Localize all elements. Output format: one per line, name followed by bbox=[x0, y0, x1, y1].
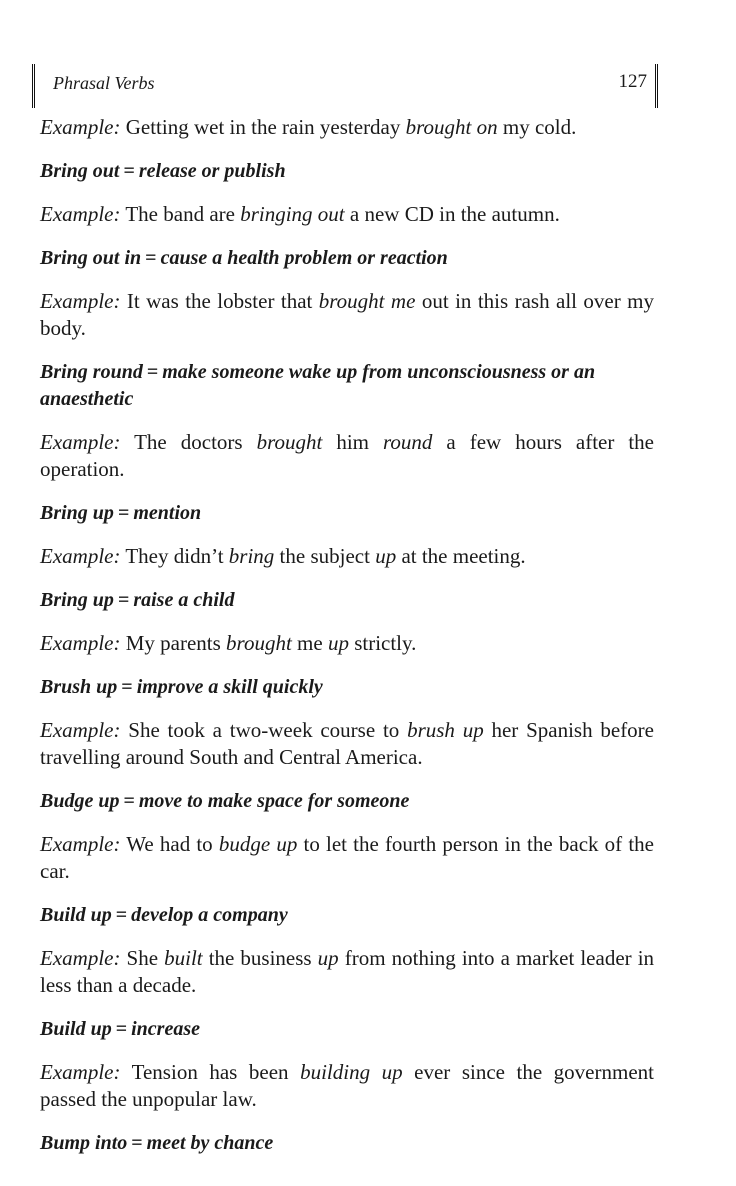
example-phrasal-verb: bringing out bbox=[240, 202, 345, 226]
example-text: the subject bbox=[274, 544, 376, 568]
example-phrasal-verb: brought bbox=[256, 430, 323, 454]
dictionary-content bbox=[40, 114, 654, 1157]
example-label: Example: bbox=[40, 1060, 121, 1084]
phrasal-verb-term: Bring out bbox=[40, 160, 120, 182]
phrasal-verb-definition: improve a skill quickly bbox=[136, 676, 323, 698]
entry-heading bbox=[40, 1016, 654, 1043]
example-phrasal-verb: up bbox=[375, 544, 397, 568]
phrasal-verb-definition: make someone wake up from unconsciousness or an anaesthetic bbox=[40, 361, 596, 410]
equals-sign: = bbox=[117, 502, 130, 524]
example-label: Example: bbox=[40, 115, 121, 139]
example-sentence bbox=[40, 717, 654, 771]
running-title: Phrasal Verbs bbox=[53, 73, 155, 93]
example-phrasal-verb: brought me bbox=[318, 289, 416, 313]
example-phrasal-verb: brought bbox=[226, 631, 292, 655]
example-label: Example: bbox=[40, 718, 121, 742]
running-header bbox=[32, 64, 658, 108]
example-sentence bbox=[40, 114, 654, 141]
phrasal-verb-term: Build up bbox=[40, 1018, 112, 1040]
example-text: out in this rash all over my body. bbox=[40, 289, 654, 340]
example-text: to let the fourth person in the back of the car. bbox=[40, 832, 654, 883]
entry-heading bbox=[40, 788, 654, 815]
phrasal-verb-definition: meet by chance bbox=[146, 1132, 274, 1154]
equals-sign: = bbox=[115, 1018, 128, 1040]
example-sentence bbox=[40, 945, 654, 999]
example-phrasal-verb: building up bbox=[300, 1060, 403, 1084]
entry-heading bbox=[40, 587, 654, 614]
entry-heading bbox=[40, 359, 654, 413]
phrasal-verb-definition: cause a health problem or reaction bbox=[160, 247, 448, 269]
example-text: the business bbox=[202, 946, 318, 970]
example-text: The doctors bbox=[134, 430, 257, 454]
example-label: Example: bbox=[40, 631, 121, 655]
entry-heading bbox=[40, 158, 654, 185]
example-text: me bbox=[291, 631, 328, 655]
equals-sign: = bbox=[115, 904, 128, 926]
example-text: her Spanish before travelling around South and Central America. bbox=[40, 718, 654, 769]
example-label: Example: bbox=[40, 202, 121, 226]
phrasal-verb-definition: move to make space for someone bbox=[138, 790, 410, 812]
example-text: Getting wet in the rain yesterday bbox=[125, 115, 406, 139]
phrasal-verb-term: Bump into bbox=[40, 1132, 128, 1154]
equals-sign: = bbox=[146, 361, 159, 383]
phrasal-verb-term: Budge up bbox=[40, 790, 120, 812]
phrasal-verb-term: Bring up bbox=[40, 589, 114, 611]
example-text: strictly. bbox=[348, 631, 417, 655]
example-label: Example: bbox=[40, 946, 121, 970]
example-phrasal-verb: bring bbox=[228, 544, 275, 568]
example-text: my cold. bbox=[497, 115, 577, 139]
entry-heading bbox=[40, 245, 654, 272]
phrasal-verb-definition: release or publish bbox=[138, 160, 286, 182]
example-text: him bbox=[322, 430, 383, 454]
phrasal-verb-term: Build up bbox=[40, 904, 112, 926]
example-phrasal-verb: up bbox=[327, 631, 349, 655]
example-text: ever since the government passed the unpopular law. bbox=[40, 1060, 654, 1111]
entry-heading bbox=[40, 1130, 654, 1157]
equals-sign: = bbox=[123, 160, 135, 182]
phrasal-verb-term: Bring up bbox=[40, 502, 114, 524]
example-phrasal-verb: brush up bbox=[407, 718, 484, 742]
example-text: Tension has been bbox=[131, 1060, 301, 1084]
phrasal-verb-term: Bring round bbox=[40, 361, 143, 383]
entry-heading bbox=[40, 674, 654, 701]
example-label: Example: bbox=[40, 289, 121, 313]
phrasal-verb-definition: develop a company bbox=[131, 904, 288, 926]
example-text: She bbox=[126, 946, 165, 970]
example-sentence bbox=[40, 288, 654, 342]
example-sentence bbox=[40, 543, 654, 570]
equals-sign: = bbox=[131, 1132, 143, 1154]
page-number: 127 bbox=[618, 71, 647, 92]
phrasal-verb-definition: increase bbox=[131, 1018, 200, 1040]
example-text: She took a two-week course to bbox=[128, 718, 408, 742]
entry-heading bbox=[40, 902, 654, 929]
example-sentence bbox=[40, 1059, 654, 1113]
equals-sign: = bbox=[145, 247, 157, 269]
example-sentence bbox=[40, 429, 654, 483]
example-text: a few hours after the operation. bbox=[40, 430, 654, 481]
example-label: Example: bbox=[40, 832, 121, 856]
example-text: My parents bbox=[125, 631, 227, 655]
example-phrasal-verb: round bbox=[383, 430, 433, 454]
phrasal-verb-definition: mention bbox=[133, 502, 202, 524]
book-page bbox=[40, 64, 654, 1173]
equals-sign: = bbox=[123, 790, 135, 812]
example-label: Example: bbox=[40, 544, 121, 568]
example-phrasal-verb: built bbox=[164, 946, 203, 970]
example-sentence bbox=[40, 201, 654, 228]
entry-heading bbox=[40, 500, 654, 527]
example-phrasal-verb: budge up bbox=[218, 832, 298, 856]
example-label: Example: bbox=[40, 430, 121, 454]
example-text: We had to bbox=[126, 832, 219, 856]
equals-sign: = bbox=[117, 589, 130, 611]
example-sentence bbox=[40, 630, 654, 657]
phrasal-verb-term: Brush up bbox=[40, 676, 118, 698]
example-text: a new CD in the autumn. bbox=[344, 202, 560, 226]
example-text: The band are bbox=[125, 202, 241, 226]
phrasal-verb-definition: raise a child bbox=[133, 589, 235, 611]
example-text: at the meeting. bbox=[396, 544, 526, 568]
example-text: It was the lobster that bbox=[126, 289, 319, 313]
example-phrasal-verb: up bbox=[317, 946, 339, 970]
phrasal-verb-term: Bring out in bbox=[40, 247, 142, 269]
example-text: from nothing into a market leader in less than a decade. bbox=[40, 946, 655, 997]
equals-sign: = bbox=[121, 676, 133, 698]
example-text: They didn’t bbox=[125, 544, 229, 568]
example-sentence bbox=[40, 831, 654, 885]
example-phrasal-verb: brought on bbox=[405, 115, 498, 139]
